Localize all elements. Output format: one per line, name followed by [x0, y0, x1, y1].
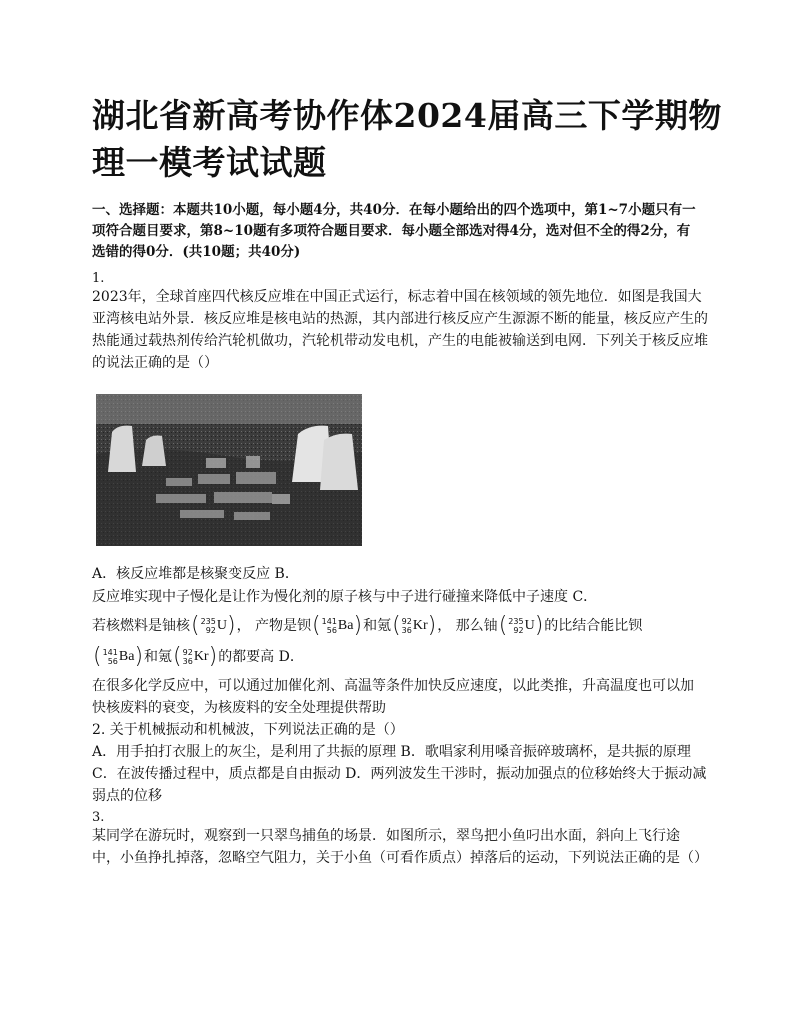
option-c2-and: 和氪: [144, 649, 173, 665]
krypton-mass-2: 92: [182, 648, 193, 657]
barium-mass: 141: [321, 617, 337, 626]
cooling-towers-image: [96, 394, 362, 546]
question-3-stem: 某同学在游玩时，观察到一只翠鸟捕鱼的场景．如图所示，翠鸟把小鱼叼出水面，斜向上飞行途中，小鱼挣扎掉落，忽略空气阻力，关于小鱼（可看作质点）掉落后的运动，下列说法正确的是（）: [92, 828, 708, 866]
krypton-z: 36: [401, 626, 412, 635]
option-a: A．核反应堆都是核聚变反应 B．: [92, 566, 299, 582]
page-title: 湖北省新高考协作体2024届高三下学期物理一模考试试题: [92, 96, 722, 182]
uranium-z: 92: [205, 626, 216, 635]
barium-nuclide-2: ( 141 56 Ba ): [93, 644, 144, 669]
question-3-number: 3.: [92, 810, 105, 825]
krypton-mass: 92: [401, 617, 412, 626]
barium-mass-2: 141: [102, 648, 118, 657]
barium-z: 56: [326, 626, 337, 635]
option-c-post: 的比结合能比钡: [544, 618, 643, 634]
question-2-options: A．用手拍打衣服上的灰尘，是利用了共振的原理 B．歌唱家利用嗓音振碎玻璃杯，是共振的原理 C．在波传播过程中，质点都是自由振动 D．两列波发生干涉时，振动加强点的位移始终大于振动减弱点的位移: [92, 744, 707, 804]
question-1-number: 1.: [92, 271, 105, 286]
question-1-stem: 2023年，全球首座四代核反应堆在中国正式运行，标志着中国在核领域的领先地位．如图是我国大亚湾核电站外景．核反应堆是核电站的热源，其内部进行核反应产生源源不断的能量，核反应产生的热能通过载热剂传给汽轮机做功，汽轮机带动发电机，产生的电能被输送到电网．下列关于核反应堆的说法正确的是（）: [92, 289, 708, 371]
uranium-mass: 235: [200, 617, 216, 626]
option-d: 在很多化学反应中，可以通过加催化剂、高温等条件加快反应速度，以此类推，升高温度也可以加快核废料的衰变，为核废料的安全处理提供帮助: [92, 678, 694, 716]
barium-nuclide: ( 141 56 Ba ): [312, 613, 363, 638]
uranium-nuclide: ( 235 92 U ): [191, 613, 236, 638]
krypton-symbol-2: Kr: [193, 649, 209, 664]
uranium-symbol: U: [216, 618, 227, 633]
barium-symbol: Ba: [337, 618, 354, 633]
option-c-line-2: [92, 646, 304, 668]
krypton-nuclide-2: ( 92 36 Kr ): [173, 644, 218, 669]
section-heading: 一、选择题：本题共10小题，每小题4分，共40分．在每小题给出的四个选项中，第1~7小题只有一项符合题目要求，第8~10题有多项符合题目要求．每小题全部选对得4分，选对但不全的得2分，有选错的得0分．(共10题；共40分): [92, 202, 696, 260]
krypton-nuclide: ( 92 36 Kr ): [392, 613, 437, 638]
option-c-line-1: [92, 615, 642, 637]
barium-symbol-2: Ba: [118, 649, 135, 664]
option-c-prefix: 若核燃料是铀核: [92, 618, 190, 634]
uranium-z-2: 92: [513, 626, 524, 635]
option-c-and: 和氪: [363, 618, 392, 634]
uranium-nuclide-2: ( 235 92 U ): [498, 613, 544, 638]
option-c-mid-1: ， 产物是钡: [236, 618, 312, 634]
uranium-mass-2: 235: [508, 617, 524, 626]
barium-z-2: 56: [107, 657, 118, 666]
krypton-symbol: Kr: [412, 618, 428, 633]
option-c-mid-2: ， 那么铀: [437, 618, 498, 634]
option-b: 反应堆实现中子慢化是让作为慢化剂的原子核与中子进行碰撞来降低中子速度 C．: [92, 589, 598, 605]
question-2-stem: 2. 关于机械振动和机械波，下列说法正确的是（）: [92, 722, 404, 738]
uranium-symbol-2: U: [524, 618, 535, 633]
krypton-z-2: 36: [182, 657, 193, 666]
nuclear-plant-photo: [96, 394, 362, 546]
option-c2-post: 的都要高 D．: [218, 649, 304, 665]
